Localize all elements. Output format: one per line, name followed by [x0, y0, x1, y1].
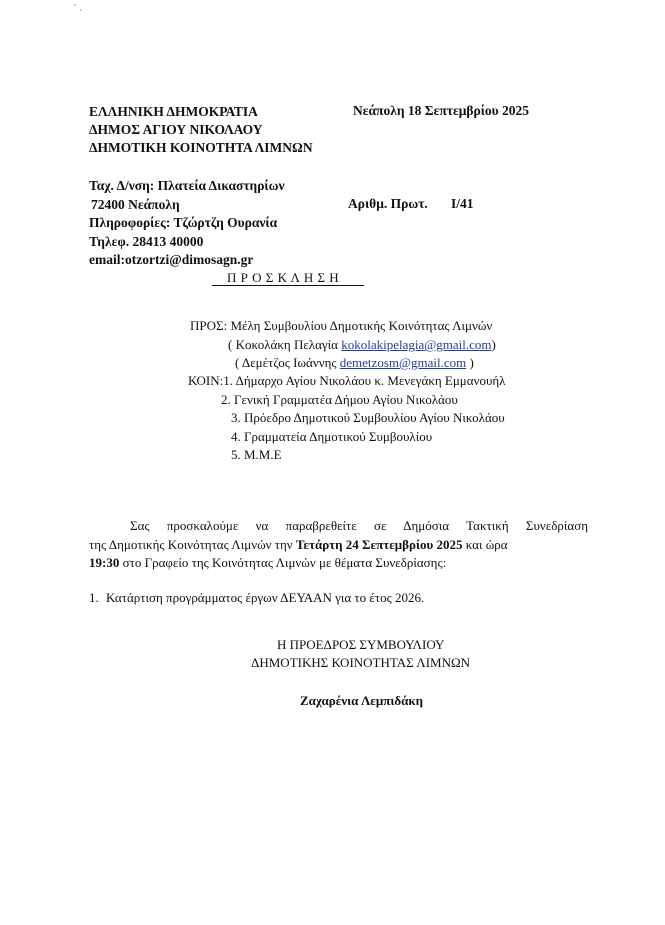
- member-1-close: ): [491, 337, 496, 352]
- cc-item: 4. Γραμματεία Δημοτικού Συμβουλίου: [231, 429, 433, 444]
- cc-item: 5. Μ.Μ.Ε: [231, 447, 282, 462]
- member-1: [228, 337, 496, 353]
- phone-line: Τηλεφ. 28413 40000: [89, 234, 204, 249]
- signatory-name: Ζαχαρένια Λεμπιδάκη: [300, 693, 423, 708]
- agenda-item-number: 1.: [89, 590, 99, 605]
- org-line-3: ΔΗΜΟΤΙΚΗ ΚΟΙΝΟΤΗΤΑ ΛΙΜΝΩΝ: [89, 140, 313, 155]
- member-2-email-link[interactable]: demetzosm@gmail.com: [339, 355, 467, 370]
- member-2-name: ( Δεμέτζος Ιωάννης: [235, 355, 340, 370]
- body-line-2-end: και ώρα: [462, 537, 508, 552]
- protocol-label: Αριθμ. Πρωτ.: [348, 196, 428, 211]
- member-2-close: ): [466, 355, 474, 370]
- agenda-item: [89, 590, 424, 606]
- member-2: [235, 355, 474, 371]
- place-date: Νεάπολη 18 Σεπτεμβρίου 2025: [353, 103, 530, 118]
- body-line-2-start: της Δημοτικής Κοινότητας Λιμνών την: [89, 537, 296, 552]
- body-line-3-end: στο Γραφείο της Κοινότητας Λιμνών με θέματα Συνεδρίασης:: [119, 555, 447, 570]
- info-line: Πληροφορίες: Τζώρτζη Ουρανία: [89, 215, 278, 230]
- address-line: Ταχ. Δ/νση: Πλατεία Δικαστηρίων: [89, 178, 285, 193]
- cc-line-1: [188, 373, 506, 389]
- title-underline: [212, 285, 364, 286]
- body-line-3: [89, 555, 446, 571]
- agenda-item-text: Κατάρτιση προγράμματος έργων ΔΕΥΑΑΝ για το έτος 2026.: [106, 590, 425, 605]
- to-line: [190, 318, 492, 334]
- signature-line-1: Η ΠΡΟΕΔΡΟΣ ΣΥΜΒΟΥΛΙΟΥ: [277, 637, 445, 652]
- meeting-date: Τετάρτη 24 Σεπτεμβρίου 2025: [295, 537, 463, 552]
- cc-item: 1. Δήμαρχο Αγίου Νικολάου κ. Μενεγάκη Εμμανουήλ: [223, 373, 506, 388]
- cc-label: ΚΟΙΝ:: [188, 373, 224, 388]
- member-1-name: ( Κοκολάκη Πελαγία: [228, 337, 342, 352]
- body-line-1: Σας προσκαλούμε να παραβρεθείτε σε Δημόσια Τακτική Συνεδρίαση: [130, 518, 588, 533]
- member-1-email-link[interactable]: kokolakipelagia@gmail.com: [341, 337, 492, 352]
- to-text: Μέλη Συμβουλίου Δημοτικής Κοινότητας Λιμνών: [230, 318, 493, 333]
- document-title: Π Ρ Ο Σ Κ Λ Η Σ Η: [227, 270, 340, 285]
- meeting-time: 19:30: [89, 555, 120, 570]
- cc-item: 3. Πρόεδρο Δημοτικού Συμβουλίου Αγίου Νικολάου: [231, 410, 505, 425]
- org-line-1: ΕΛΛΗΝΙΚΗ ΔΗΜΟΚΡΑΤΙΑ: [89, 104, 258, 119]
- protocol-number: I/41: [451, 196, 474, 211]
- scan-speck: [80, 9, 82, 11]
- to-label: ΠΡΟΣ:: [190, 318, 228, 333]
- postal-line: 72400 Νεάπολη: [91, 197, 180, 212]
- cc-item: 2. Γενική Γραμματέα Δήμου Αγίου Νικολάου: [221, 392, 458, 407]
- org-line-2: ΔΗΜΟΣ ΑΓΙΟΥ ΝΙΚΟΛΑΟΥ: [89, 122, 263, 137]
- scan-speck: [74, 4, 76, 6]
- signature-line-2: ΔΗΜΟΤΙΚΗΣ ΚΟΙΝΟΤΗΤΑΣ ΛΙΜΝΩΝ: [251, 655, 471, 670]
- body-line-2: [89, 537, 508, 553]
- email-line: email:otzortzi@dimosagn.gr: [89, 252, 254, 267]
